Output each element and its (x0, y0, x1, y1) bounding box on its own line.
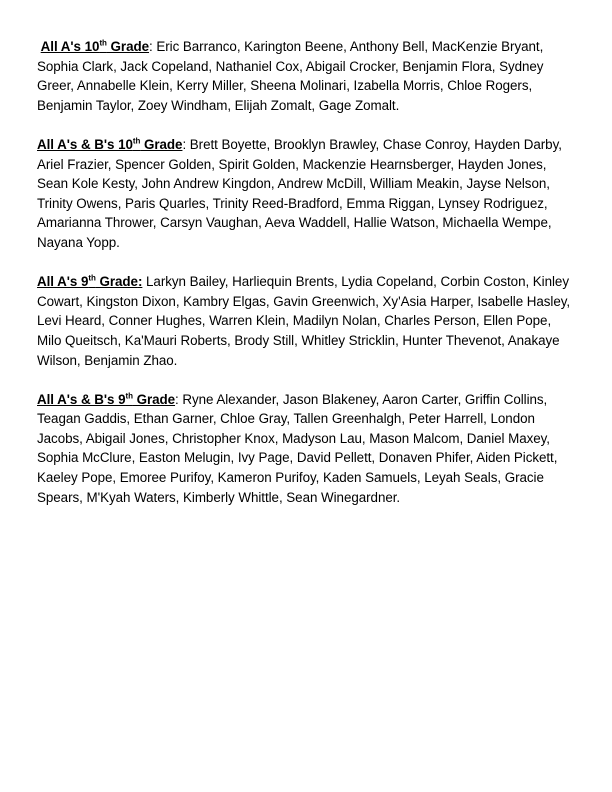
student-names: Brett Boyette, Brooklyn Brawley, Chase Conroy, Hayden Darby, Ariel Frazier, Spencer Golden, Spirit Golden, Mackenzie Hearnsberger, Hayden Jones, Sean Kole Kesty, John Andrew Kingdon, Andrew McDill, William Meakin, Jayse Nelson, Trinity Owens, Paris Quarles, Trinity Reed-Bradford, Emma Riggan, Lynsey Rodriguez, Amarianna Thrower, Carsyn Vaughan, Aeva Waddell, Hallie Watson, Michaella Wempe, Nayana Yopp. (37, 136, 562, 250)
heading-grade: Grade (132, 391, 176, 407)
honor-roll-9th-all-ab (37, 390, 577, 508)
heading-ordinal: th (125, 391, 133, 401)
section-heading (37, 392, 175, 407)
document-page (37, 37, 577, 527)
heading-text: All A's 9 (37, 274, 89, 290)
heading-grade: Grade (95, 274, 138, 290)
section-heading (37, 274, 142, 289)
heading-separator: : (182, 136, 187, 152)
heading-separator: : (175, 391, 179, 407)
student-names: Larkyn Bailey, Harliequin Brents, Lydia Copeland, Corbin Coston, Kinley Cowart, Kingston Dixon, Kambry Elgas, Gavin Greenwich, Xy'Asia Harper, Isabelle Hasley, Levi Heard, Conner Hughes, Warren Klein, Madilyn Nolan, Charles Person, Ellen Pope, Milo Queitsch, Ka'Mauri Roberts, Brody Still, Whitley Stricklin, Hunter Thevenot, Anakaye Wilson, Benjamin Zhao. (37, 274, 571, 368)
heading-separator: : (149, 39, 153, 54)
heading-text: All A's & B's 10 (37, 136, 133, 152)
heading-grade: Grade (140, 136, 183, 152)
heading-separator: : (137, 274, 143, 290)
heading-grade: Grade (106, 39, 150, 54)
section-heading (41, 39, 149, 54)
student-names: Eric Barranco, Karington Beene, Anthony Bell, MacKenzie Bryant, Sophia Clark, Jack Copeland, Nathaniel Cox, Abigail Crocker, Benjamin Flora, Sydney Greer, Annabelle Klein, Kerry Miller, Sheena Molinari, Izabella Morris, Chloe Rogers, Benjamin Taylor, Zoey Windham, Elijah Zomalt, Gage Zomalt. (37, 39, 544, 113)
heading-ordinal: th (88, 273, 96, 283)
heading-text: All A's 10 (40, 39, 100, 54)
heading-text: All A's & B's 9 (37, 391, 126, 407)
section-heading (37, 137, 182, 152)
honor-roll-10th-all-a (37, 37, 577, 115)
heading-ordinal: th (99, 38, 107, 48)
honor-roll-10th-all-ab (37, 135, 577, 253)
heading-ordinal: th (132, 136, 141, 146)
honor-roll-9th-all-a (37, 272, 577, 370)
student-names: Ryne Alexander, Jason Blakeney, Aaron Carter, Griffin Collins, Teagan Gaddis, Ethan Garner, Chloe Gray, Tallen Greenhalgh, Peter Harrell, London Jacobs, Abigail Jones, Christopher Knox, Madyson Lau, Mason Malcom, Daniel Maxey, Sophia McClure, Easton Melugin, Ivy Page, David Pellett, Donaven Phifer, Aiden Pickett, Kaeley Pope, Emoree Purifoy, Kameron Purifoy, Kaden Samuels, Leyah Seals, Gracie Spears, M'Kyah Waters, Kimberly Whittle, Sean Winegardner. (37, 391, 558, 505)
